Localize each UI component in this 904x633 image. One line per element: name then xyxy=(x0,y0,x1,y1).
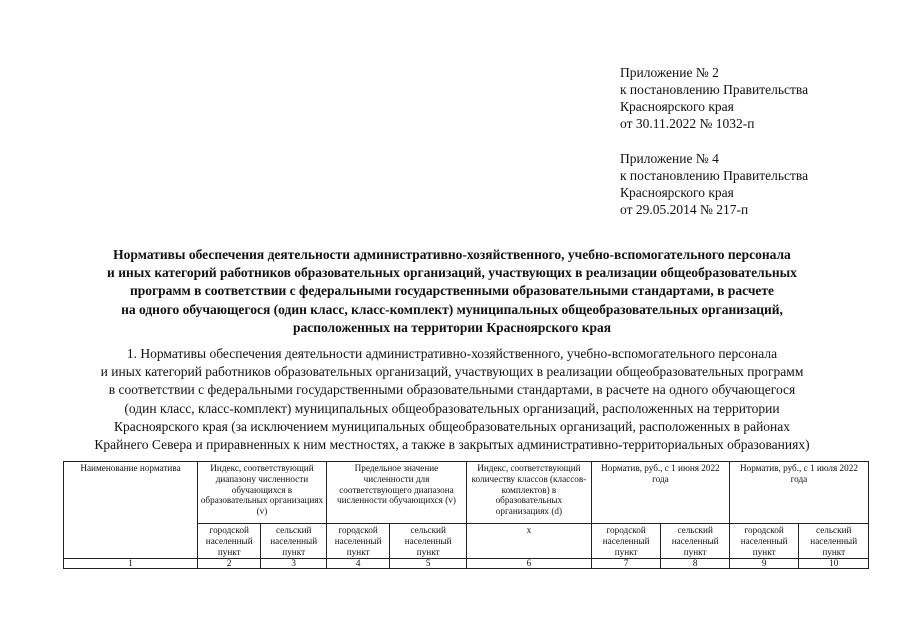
title-line: расположенных на территории Красноярского края xyxy=(292,319,612,335)
appendix-2-line-2: к постановлению Правительства xyxy=(620,168,809,183)
paragraph-line: (один класс, класс-комплект) муниципальных общеобразовательных организаций, расположенных на территории xyxy=(124,400,780,416)
appendix-2-line-3: Красноярского края xyxy=(620,185,734,200)
subheader-urban: городской населенный пункт xyxy=(326,524,389,559)
column-number: 5 xyxy=(390,559,467,569)
paragraph-line: Красноярского края (за исключением муниципальных общеобразовательных организаций, расположенных в районах xyxy=(113,418,791,434)
paragraph-line: 1. Нормативы обеспечения деятельности административно-хозяйственного, учебно-вспомогательного персонала xyxy=(126,346,778,361)
column-number: 10 xyxy=(799,559,869,569)
appendix-block-1 xyxy=(620,64,890,132)
column-number: 4 xyxy=(326,559,389,569)
appendix-1-line-1: Приложение № 2 xyxy=(620,65,719,80)
subheader-rural: сельский населенный пункт xyxy=(799,524,869,559)
column-number: 3 xyxy=(261,559,326,569)
column-number: 8 xyxy=(661,559,730,569)
appendix-1-line-2: к постановлению Правительства xyxy=(620,82,809,97)
subheader-urban: городской населенный пункт xyxy=(591,524,661,559)
subheader-rural: сельский населенный пункт xyxy=(261,524,326,559)
section-paragraph xyxy=(40,345,864,454)
subheader-urban: городской населенный пункт xyxy=(197,524,260,559)
appendix-2-line-1: Приложение № 4 xyxy=(620,151,719,166)
subheader-rural: сельский населенный пункт xyxy=(390,524,467,559)
table-header-row xyxy=(64,462,869,524)
column-number: 2 xyxy=(197,559,260,569)
header-norm-june: Норматив, руб., с 1 июня 2022 года xyxy=(591,462,729,524)
subheader-urban: городской населенный пункт xyxy=(729,524,799,559)
appendix-1-line-4: от 30.11.2022 № 1032-п xyxy=(620,116,755,131)
header-index-d: Индекс, соответствующий количеству классов (классов-комплектов) в образовательных организациях (d) xyxy=(466,462,591,524)
norms-table xyxy=(63,461,869,569)
table-column-numbers-row xyxy=(64,559,869,569)
header-norm-july: Норматив, руб., с 1 июля 2022 года xyxy=(729,462,868,524)
document-title xyxy=(40,246,864,337)
column-number: 9 xyxy=(729,559,799,569)
title-line: программ в соответствии с федеральными государственными образовательными стандартами, в расчете xyxy=(129,283,775,299)
title-line: и иных категорий работников образовательных организаций, участвующих в реализации общеобразовательных xyxy=(107,265,797,281)
paragraph-line: Крайнего Севера и приравненных к ним местностях, а также в закрытых административно-территориальных образованиях) xyxy=(94,437,810,453)
appendix-block-2 xyxy=(620,150,890,218)
column-number: 1 xyxy=(64,559,198,569)
title-line: на одного обучающегося (один класс, класс-комплект) муниципальных общеобразовательных организаций, xyxy=(121,301,783,317)
appendix-2-line-4: от 29.05.2014 № 217-п xyxy=(620,202,749,217)
column-number: 6 xyxy=(466,559,591,569)
paragraph-line: и иных категорий работников образовательных организаций, участвующих в реализации общеобразовательных программ xyxy=(100,364,804,380)
appendix-1-line-3: Красноярского края xyxy=(620,99,734,114)
column-number: 7 xyxy=(591,559,661,569)
header-index-v: Индекс, соответствующий диапазону численности обучающихся в образовательных организациях (v) xyxy=(197,462,326,524)
header-name: Наименование норматива xyxy=(64,462,198,559)
header-limit: Предельное значение численности для соответствующего диапазона численности обучающихся (v) xyxy=(326,462,466,524)
title-line: Нормативы обеспечения деятельности административно-хозяйственного, учебно-вспомогательного персонала xyxy=(113,247,791,262)
paragraph-line: в соответствии с федеральными государственными образовательными стандартами, в расчете на одного обучающегося xyxy=(108,382,796,398)
subheader-x: х xyxy=(466,524,591,559)
subheader-rural: сельский населенный пункт xyxy=(661,524,730,559)
